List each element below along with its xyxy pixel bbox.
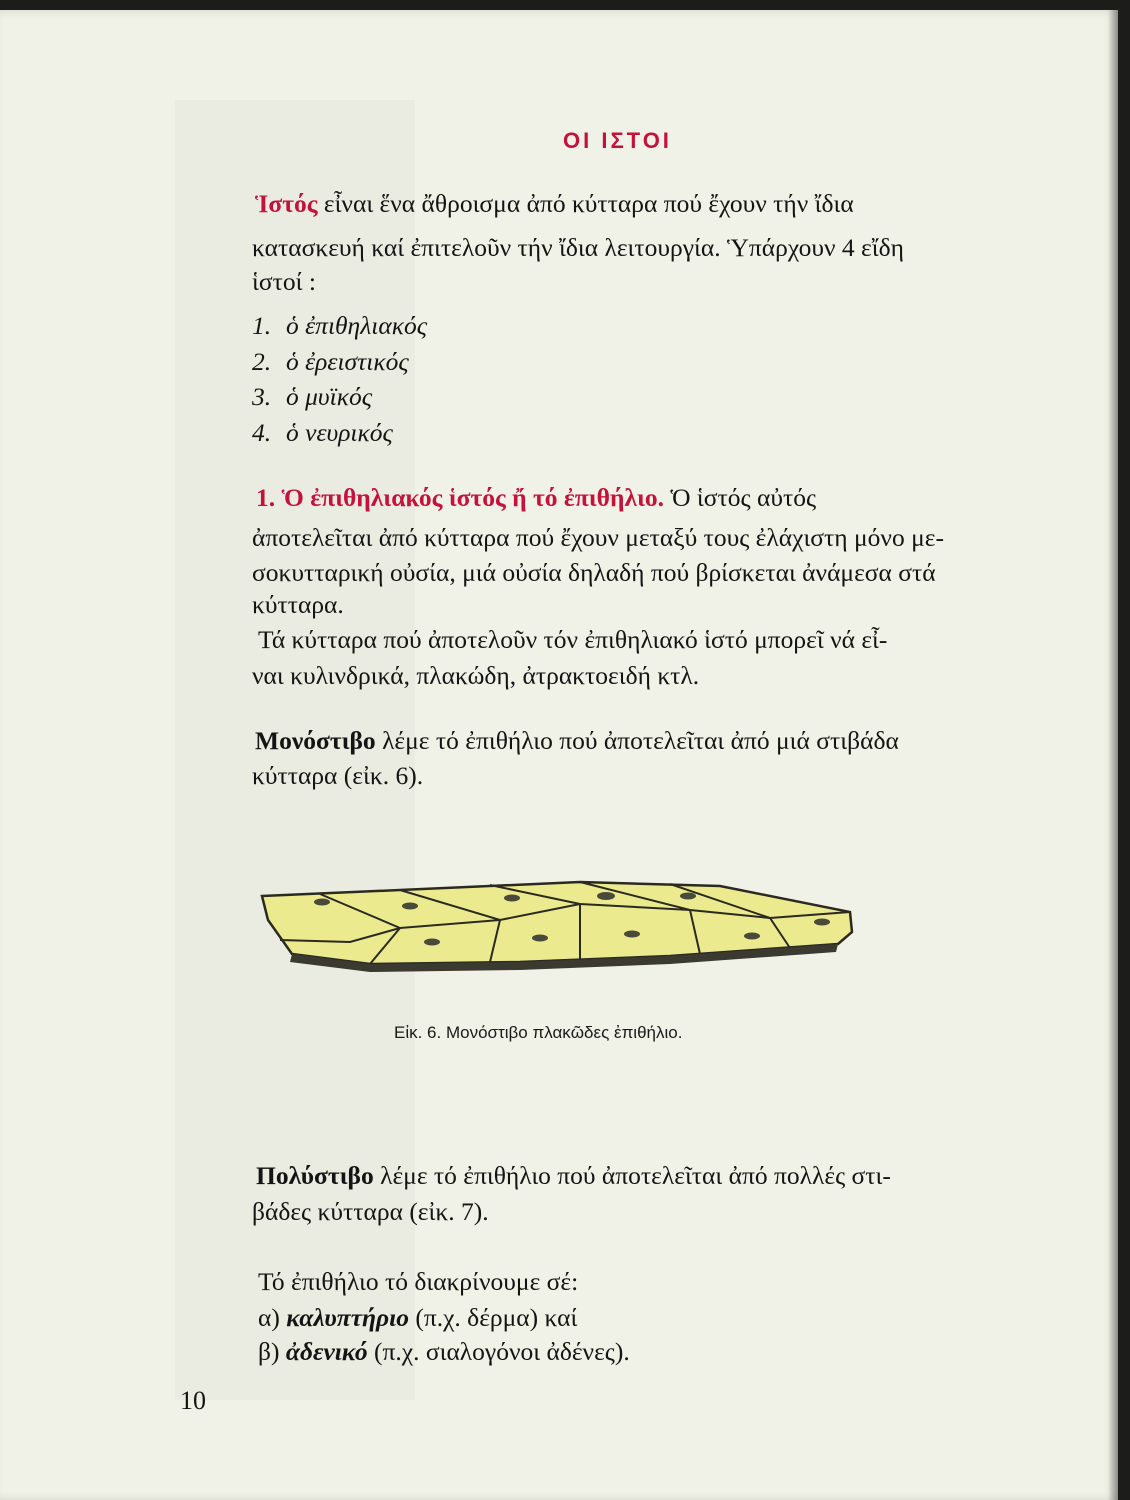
classification-a (258, 1302, 577, 1333)
section1-line-2: ἀποτελεῖται ἀπό κύτταρα πού ἔχουν μεταξύ τους ἐλάχιστη μόνο με- (252, 523, 944, 552)
list-label: ὁ μυϊκός (286, 382, 373, 411)
monostivo-line-1 (255, 725, 899, 756)
section1-line-4: κύτταρα. (252, 590, 344, 619)
list-label: ὁ ἐπιθηλιακός (286, 311, 428, 340)
list-number: 4. (252, 417, 272, 447)
intro-line-3: ἱστοί : (252, 267, 316, 296)
section1-para2-line-2: ναι κυλινδρικά, πλακώδη, ἀτρακτοειδή κτλ. (252, 661, 700, 690)
polystivo-line-1 (256, 1160, 891, 1191)
nucleus (814, 919, 830, 926)
polystivo-text-1: λέμε τό ἐπιθήλιο πού ἀποτελεῖται ἀπό πολλές στι- (373, 1161, 891, 1190)
section1-line-3: σοκυτταρική οὐσία, μιά οὐσία δηλαδή πού βρίσκεται ἀνάμεσα στά (252, 558, 936, 587)
book-page (0, 10, 1118, 1500)
section1-text-1: Ὁ ἱστός αὐτός (664, 483, 817, 512)
nucleus (314, 899, 330, 906)
term-istos: Ἱστός (255, 189, 318, 218)
classification-intro: Τό ἐπιθήλιο τό διακρίνουμε σέ: (258, 1267, 579, 1296)
intro-line-2: κατασκευή καί ἐπιτελοῦν τήν ἴδια λειτουργία. Ὑπάρχουν 4 εἴδη (252, 233, 904, 262)
term-monostivo: Μονόστιβο (255, 726, 376, 755)
list-item (252, 308, 427, 344)
classification-a-prefix: α) (258, 1303, 287, 1332)
monostivo-line-2: κύτταρα (εἰκ. 6). (252, 761, 424, 790)
monostivo-text-1: λέμε τό ἐπιθήλιο πού ἀποτελεῖται ἀπό μιά στιβάδα (375, 726, 899, 755)
nucleus (744, 933, 760, 940)
nucleus (424, 939, 440, 946)
section1-heading: 1. Ὁ ἐπιθηλιακός ἱστός ἤ τό ἐπιθήλιο. (256, 483, 664, 512)
list-number: 3. (252, 382, 272, 411)
list-item (252, 379, 427, 415)
epithelium-illustration (250, 870, 860, 980)
nucleus (597, 892, 615, 900)
intro-text-1: εἶναι ἕνα ἄθροισμα ἀπό κύτταρα πού ἔχουν τήν ἴδια (317, 189, 854, 218)
page-edge-shadow (1108, 10, 1118, 1500)
page-number: 10 (180, 1386, 206, 1415)
nucleus (624, 931, 640, 938)
page-title: ΟΙ ΙΣΤΟΙ (563, 128, 672, 153)
list-number: 1. (252, 311, 272, 340)
nucleus (504, 895, 520, 902)
term-adeniko: ἀδενικό (285, 1337, 368, 1366)
section1-para2-line-1: Τά κύτταρα πού ἀποτελοῦν τόν ἐπιθηλιακό ἱστό μπορεῖ νά εἶ- (258, 625, 888, 654)
list-item (252, 344, 427, 380)
list-item (252, 415, 427, 451)
figure-caption: Εἰκ. 6. Μονόστιβο πλακῶδες ἐπιθήλιο. (394, 1023, 683, 1042)
classification-b-prefix: β) (258, 1337, 286, 1366)
nucleus (532, 935, 548, 942)
polystivo-line-2: βάδες κύτταρα (εἰκ. 7). (252, 1197, 489, 1226)
classification-a-rest: (π.χ. δέρμα) καί (409, 1303, 578, 1332)
term-kalyptirio: καλυπτήριο (286, 1303, 409, 1332)
nucleus (680, 893, 696, 900)
term-polystivo: Πολύστιβο (256, 1161, 374, 1190)
intro-line-1 (255, 188, 854, 219)
classification-b-rest: (π.χ. σιαλογόνοι ἀδένες). (367, 1337, 630, 1366)
tissue-list (252, 308, 427, 450)
section1-line-1 (256, 482, 816, 513)
list-number: 2. (252, 346, 272, 376)
list-label: ὁ ἐρειστικός (286, 346, 409, 376)
list-label: ὁ νευρικός (286, 417, 393, 447)
nucleus (402, 903, 418, 910)
classification-b (258, 1336, 630, 1367)
